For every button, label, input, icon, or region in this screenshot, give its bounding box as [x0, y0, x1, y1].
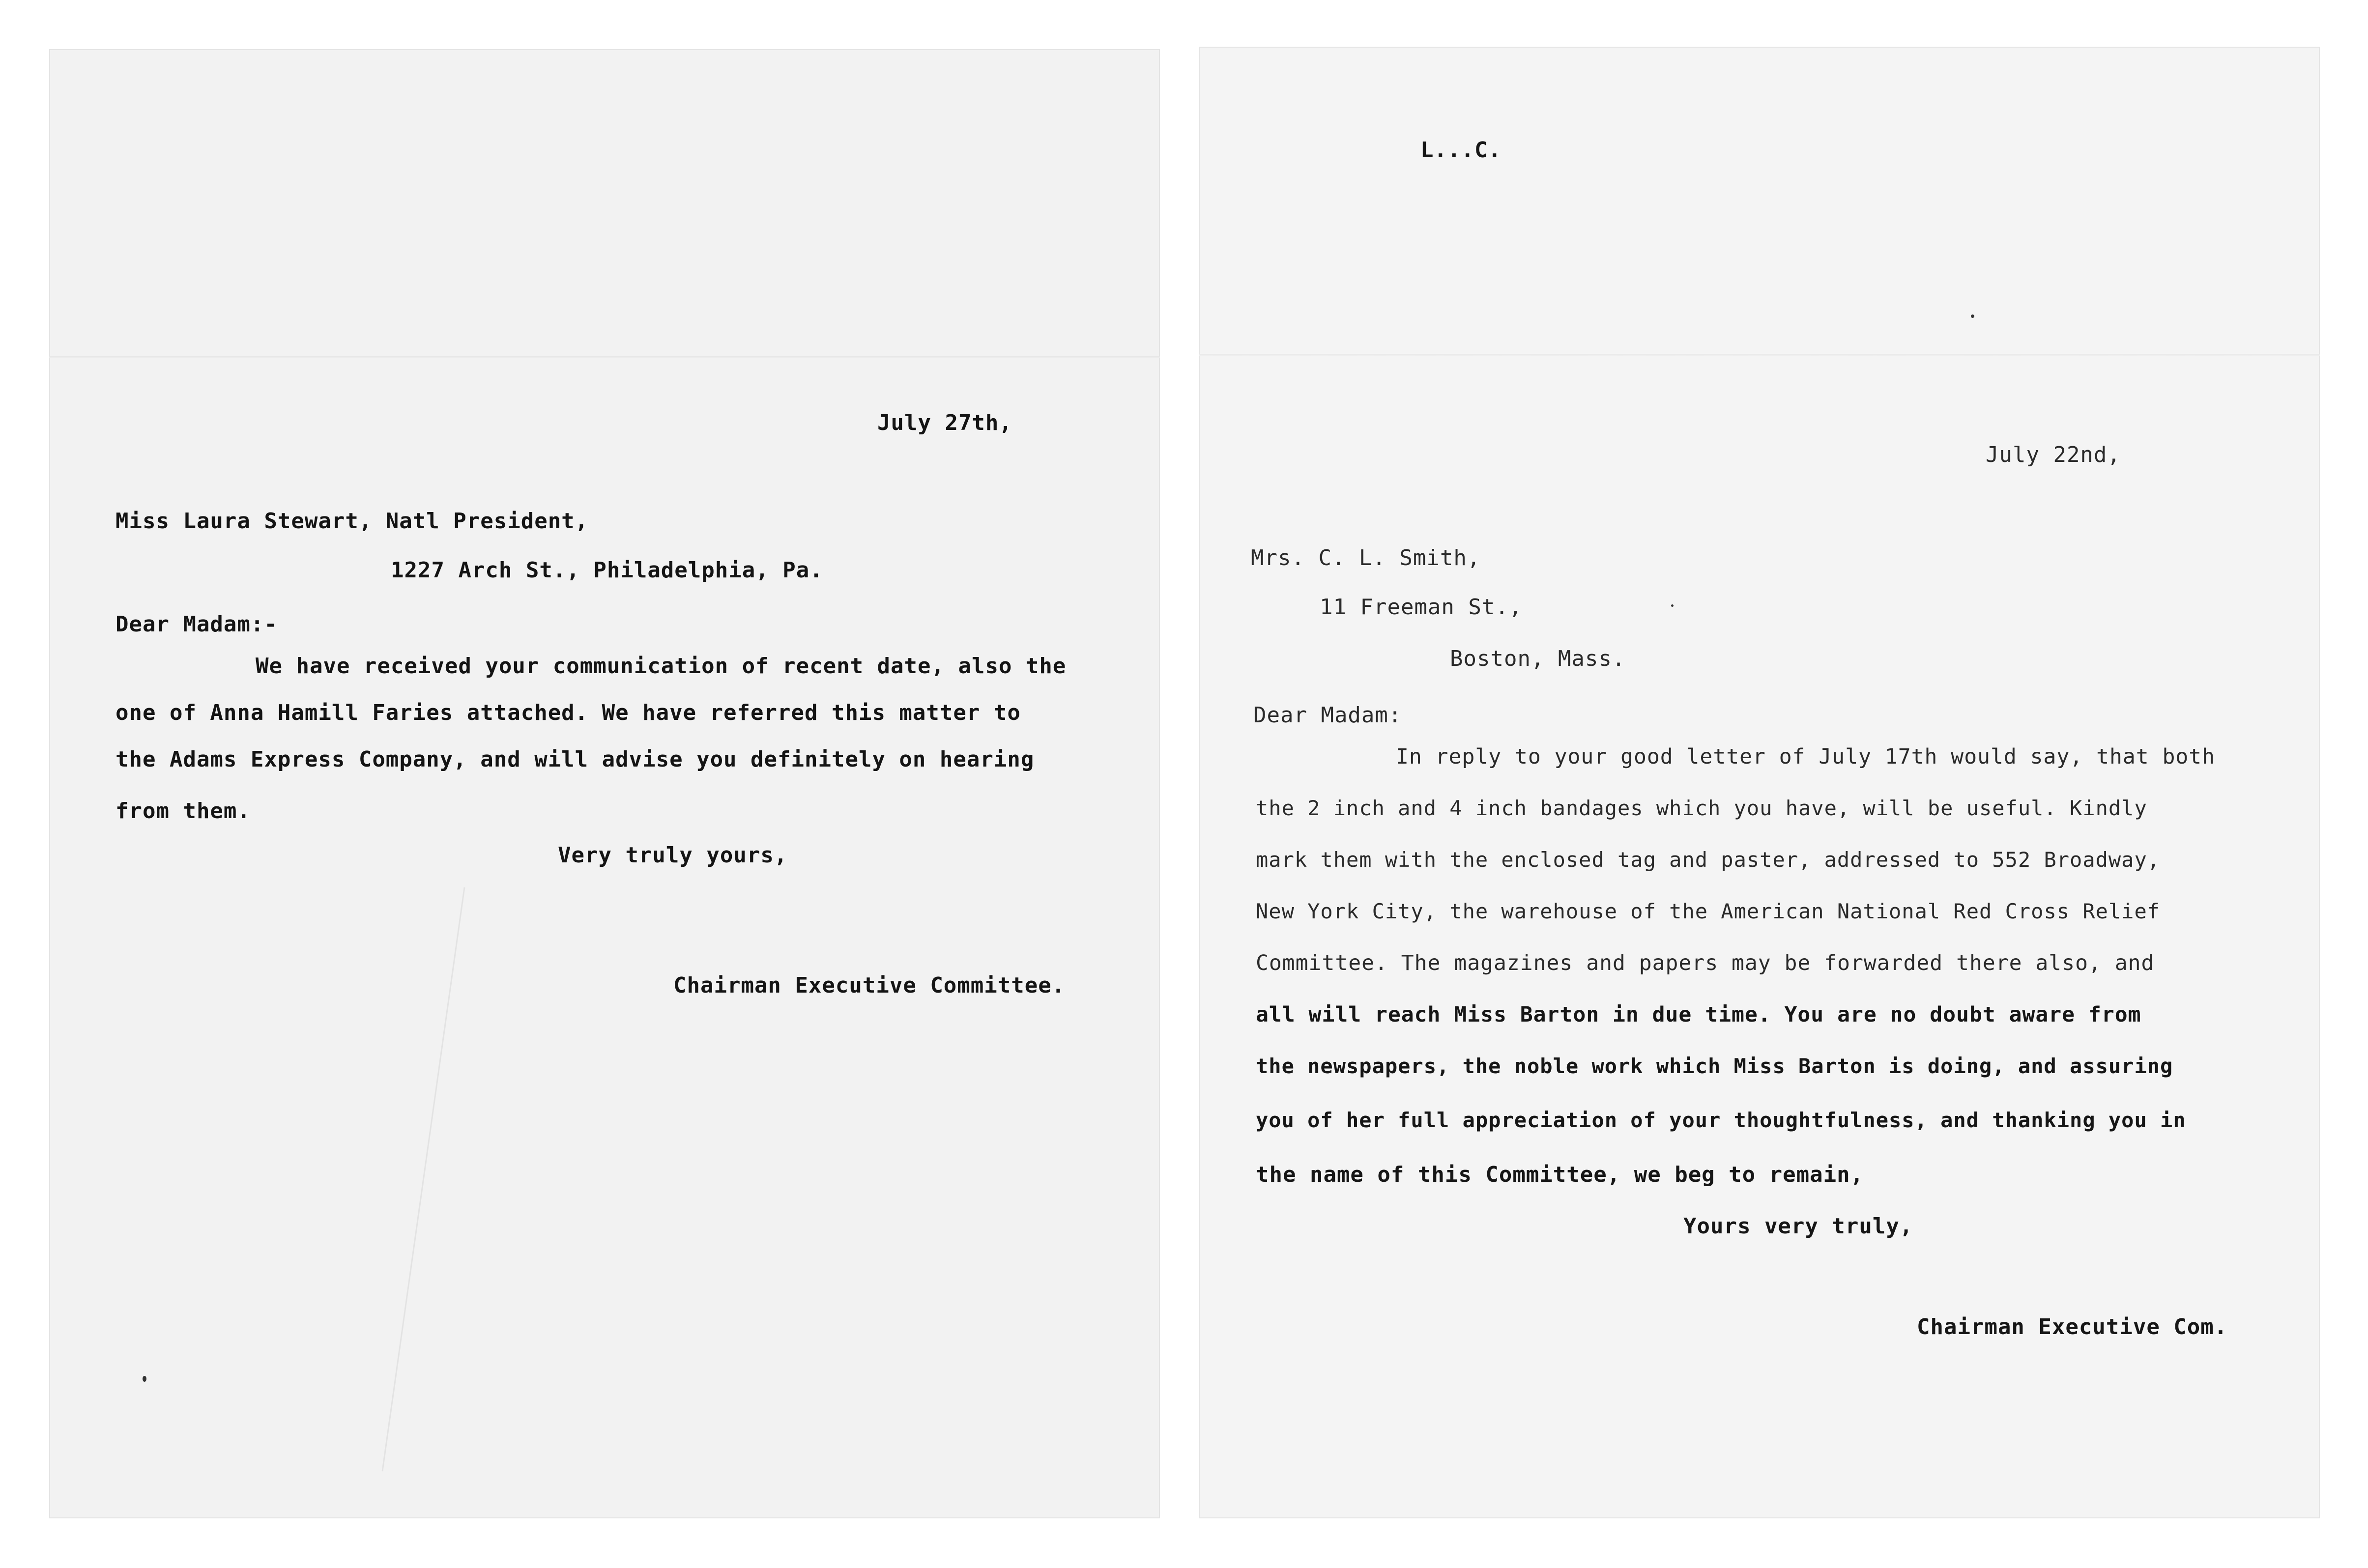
letter-date: July 22nd, [1986, 442, 2121, 467]
body-line: the Adams Express Company, and will advise you definitely on hearing [116, 747, 1035, 772]
body-line: New York City, the warehouse of the American National Red Cross Relief [1256, 899, 2161, 923]
body-line: the 2 inch and 4 inch bandages which you have, will be useful. Kindly [1256, 796, 2147, 820]
body-line: you of her full appreciation of your thoughtfulness, and thanking you in [1256, 1108, 2186, 1132]
ink-speck [1671, 604, 1674, 607]
file-mark: L...C. [1420, 138, 1502, 163]
recipient-city-line: Boston, Mass. [1450, 646, 1626, 671]
signature-title: Chairman Executive Com. [1917, 1314, 2228, 1340]
recipient-name-line: Miss Laura Stewart, Natl President, [116, 509, 589, 534]
letter-sheet-left [49, 49, 1160, 1518]
paper-crease [382, 887, 465, 1472]
body-line: mark them with the enclosed tag and paster, addressed to 552 Broadway, [1256, 848, 2161, 872]
body-line: all will reach Miss Barton in due time. You are no doubt aware from [1256, 1002, 2141, 1027]
letter-date: July 27th, [877, 410, 1012, 435]
paper-fold [1199, 354, 2320, 356]
ink-speck [1971, 314, 1974, 318]
body-line: from them. [116, 798, 251, 824]
body-line: one of Anna Hamill Faries attached. We have referred this matter to [116, 700, 1021, 725]
letter-sheet-right [1199, 47, 2320, 1518]
signature-title: Chairman Executive Committee. [673, 973, 1066, 998]
recipient-address-line: 1227 Arch St., Philadelphia, Pa. [391, 558, 823, 583]
body-line: We have received your communication of recent date, also the [256, 654, 1067, 679]
body-line: the name of this Committee, we beg to remain, [1256, 1162, 1864, 1187]
salutation: Dear Madam:- [116, 612, 278, 637]
closing: Very truly yours, [558, 843, 788, 868]
body-line: Committee. The magazines and papers may be forwarded there also, and [1256, 951, 2155, 975]
salutation: Dear Madam: [1253, 703, 1402, 728]
body-line: In reply to your good letter of July 17th would say, that both [1396, 744, 2216, 769]
closing: Yours very truly, [1683, 1214, 1913, 1239]
paper-fold [49, 356, 1160, 358]
ink-speck [143, 1376, 146, 1382]
body-line: the newspapers, the noble work which Miss Barton is doing, and assuring [1256, 1054, 2173, 1078]
recipient-street-line: 11 Freeman St., [1320, 595, 1523, 620]
recipient-name-line: Mrs. C. L. Smith, [1251, 545, 1481, 570]
